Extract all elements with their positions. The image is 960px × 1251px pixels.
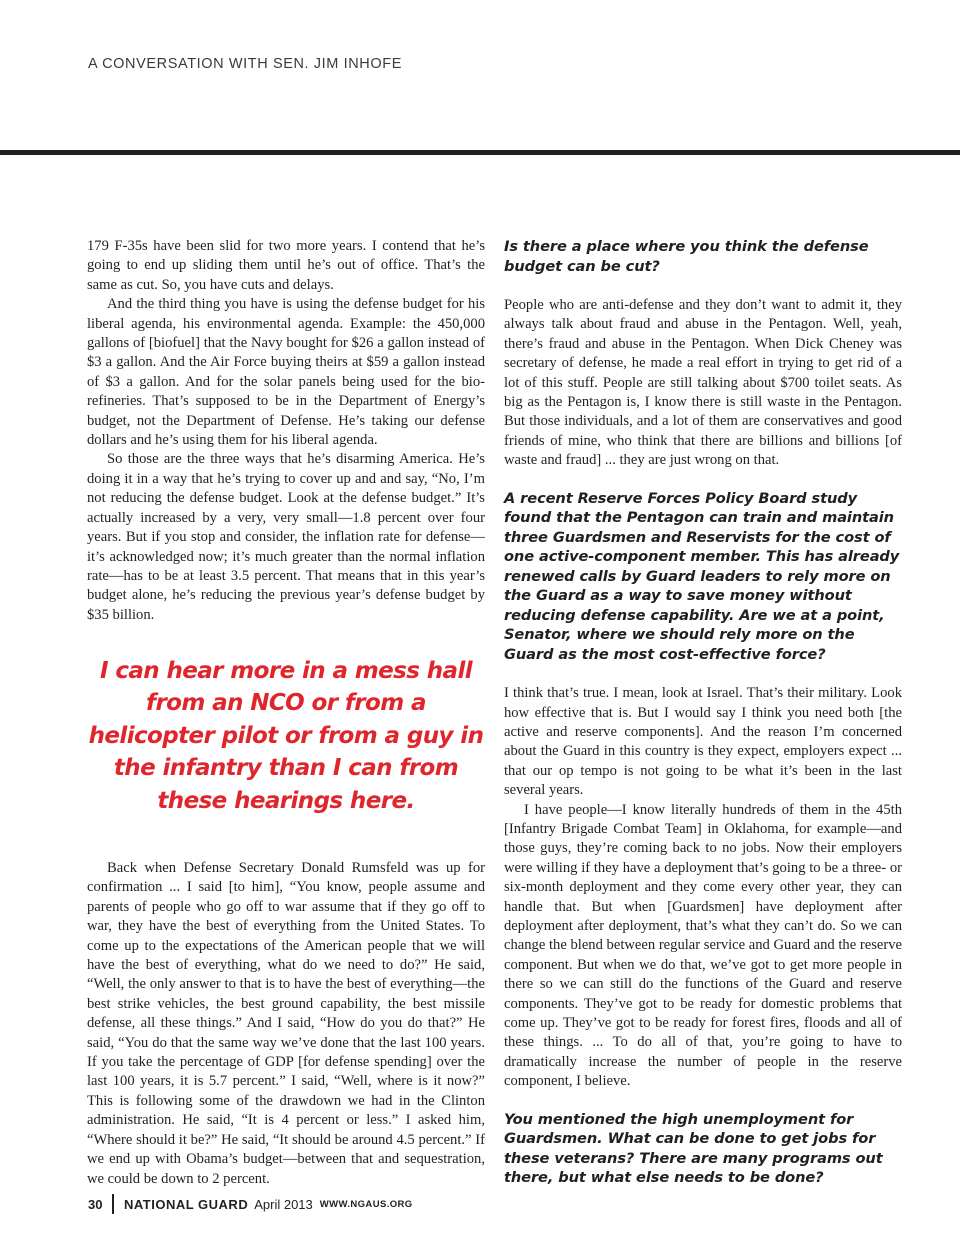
header-rule	[0, 150, 960, 155]
right-column	[504, 237, 902, 1208]
body-paragraph: Back when Defense Secretary Donald Rumsfeld was up for confirmation ... I said [to him], “You know, people assume and parents of people who go off to war assume that if they go off to war, they have the best of everything from the United States. To come up to the expectations of the American people that we will have the best of everything, what do we need to do?” He said, “Well, the only answer to that is to have the best of everything—the best strike vehicles, the best ground capability, the best missile defense, all these things.” And I said, “How do you do that?” He said, “You do that the same way we’ve done that the last 100 years. If you take the percentage of GDP [for defense spending] over the last 100 years, it is 5.7 percent.” I said, “Well, where is it now?” This is following some of the drawdown we had in the Clinton administration. He said, “It is 4 percent or less.” I asked him, “Where should it be?” He said, “It should be around 4.5 percent.” If we end up with Obama’s budget—between that and sequestration, we could be down to 2 percent.	[87, 860, 485, 1187]
answer-paragraph: People who are anti-defense and they don’t want to admit it, they always talk about fraud and abuse in the Pentagon. Well, yeah, there’s fraud and abuse in the Pentagon. When Dick Cheney was secretary of defense, he made a real effort in trying to get rid of a lot of this stuff. People are still talking about $700 toilet seats. As big as the Pentagon is, I know there is still waste in the Pentagon. But those individuals, and a lot of them are conservatives and good friends of mine, who think that there are billions and billions [of waste and fraud] ... they are just wrong on that.	[504, 297, 902, 469]
body-paragraph: And the third thing you have is using the defense budget for his liberal agenda, his environmental agenda. Example: the 450,000 gallons of [biofuel] that the Navy bought for $26 a gallon instead of $3 a gallon. And the Air Force buying theirs at $59 a gallon instead of $3 a gallon. And for the solar panels being used for the bio-refineries. That’s supposed to be in the Department of Energy’s budget, not the Department of Defense. He’s taking our defense dollars and he’s using them for his liberal agenda.	[87, 296, 485, 449]
running-head: A CONVERSATION WITH SEN. JIM INHOFE	[88, 56, 402, 72]
body-paragraph: So those are the three ways that he’s disarming America. He’s doing it in a way that he’s trying to cover up and and say, “No, I’m not reducing the defense budget. Look at the defense budget.” It’s actually increased by a very, very small—1.8 percent over four years. But if you stop and consider, the inflation rate for defense—it’s acknowledged now; it’s much greater than the normal inflation rate—has to be at least 3.5 percent. That means that in this year’s budget alone, he’s reducing the previous year’s defense budget by $35 billion.	[87, 451, 485, 623]
body-paragraph: 179 F-35s have been slid for two more years. I contend that he’s going to end up sliding them until he’s out of office. That’s the same as cut. So, you have cuts and delays.	[87, 238, 485, 293]
answer-paragraph: I have people—I know literally hundreds of them in the 45th [Infantry Brigade Combat Team] in Oklahoma, for example—and those guys, they’re coming back to no jobs. Now their employers were willing if they have a deployment that’s going to be a three- or six-month deployment and they come every other year, they can handle that. But when [Guardsmen] have deployment after deployment after deployment, that’s what they can’t do. So we can change the blend between regular service and Guard and the reserve component. But when we do that, we’ve got to get more people in there so we can still do the functions of the Guard and reserve components. They’ve got to be ready for domestic problems that come up. They’ve got to be ready for forest fires, floods and all of these things. ... To do all of that, you’re going to have to dramatically increase the number of people in the reserve component, I believe.	[504, 801, 902, 1090]
interview-question: You mentioned the high unemployment for Guardsmen. What can be done to get jobs for these veterans? There are many programs out there, but what else needs to be done?	[504, 1110, 883, 1187]
issue-date: April 2013	[254, 1196, 313, 1212]
left-column	[87, 237, 485, 625]
answer-paragraph: I think that’s true. I mean, look at Israel. That’s their military. Look how effective that is. But I would say I think you need both [the active and reserve components]. And the reason I’m concerned about the Guard in this country is they expect, employers expect ... that our op tempo is not going to be what it’s been in the last several years.	[504, 685, 902, 799]
page-footer	[88, 1193, 413, 1215]
website-link[interactable]: WWW.NGAUS.ORG	[319, 1198, 413, 1210]
interview-question: Is there a place where you think the defense budget can be cut?	[504, 238, 869, 275]
footer-divider	[112, 1194, 114, 1214]
left-column-lower	[87, 859, 485, 1189]
publication-name: NATIONAL GUARD	[123, 1196, 249, 1212]
interview-question: A recent Reserve Forces Policy Board study found that the Pentagon can train and maintain three Guardsmen and Reservists for the cost of one active-component member. This has already renewed calls by Guard leaders to rely more on the Guard as a way to save money without reducing defense capability. Are we at a point, Senator, where we should rely more on the Guard as the most cost-effective force?	[504, 489, 900, 663]
page-number: 30	[88, 1196, 103, 1212]
pull-quote: I can hear more in a mess hall from an NCO or from a helicopter pilot or from a guy in the infantry than I can from these hearings here.	[88, 658, 484, 814]
